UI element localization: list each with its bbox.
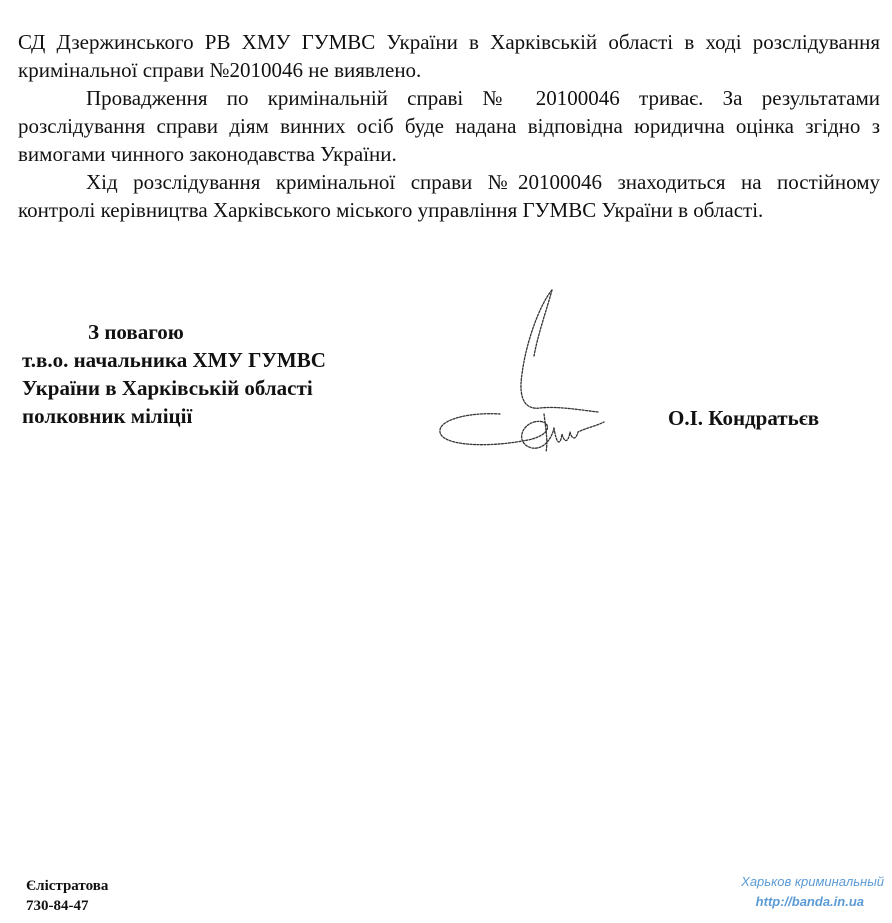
executor-name: Єлістратова [26, 878, 109, 894]
signatory-name: О.І. Кондратьєв [668, 406, 820, 430]
signer-rank: полковник міліції [22, 404, 193, 428]
signer-position-line2: України в Харківській області [22, 376, 313, 400]
paragraph-control-statement: Хід розслідування кримінальної справи №20100046 знаходиться на постійному контролі керівництва Харківського міського управління ГУМВС України в області. [18, 170, 880, 222]
source-watermark [741, 872, 884, 912]
closing-block [22, 318, 442, 430]
handwritten-signature [428, 282, 618, 462]
executor-phone: 730-84-47 [26, 898, 89, 914]
paragraph-proceedings-status: Провадження по кримінальній справі № 20100046 триває. За результатами розслідування справи діям винних осіб буде надана відповідна юридична оцінка згідно з вимогами чинного законодавства України. [18, 86, 880, 166]
letter-body [18, 28, 880, 224]
watermark-site-name: Харьков криминальный [741, 874, 884, 889]
executor-info [26, 876, 108, 916]
closing-greeting: З повагою [88, 320, 184, 344]
paragraph-investigation-result: СД Дзержинського РВ ХМУ ГУМВС України в Харківській області в ході розслідування кримінальної справи №2010046 не виявлено. [18, 30, 880, 82]
signer-position-line1: т.в.о. начальника ХМУ ГУМВС [22, 348, 326, 372]
watermark-url[interactable]: http://banda.in.ua [755, 894, 864, 909]
